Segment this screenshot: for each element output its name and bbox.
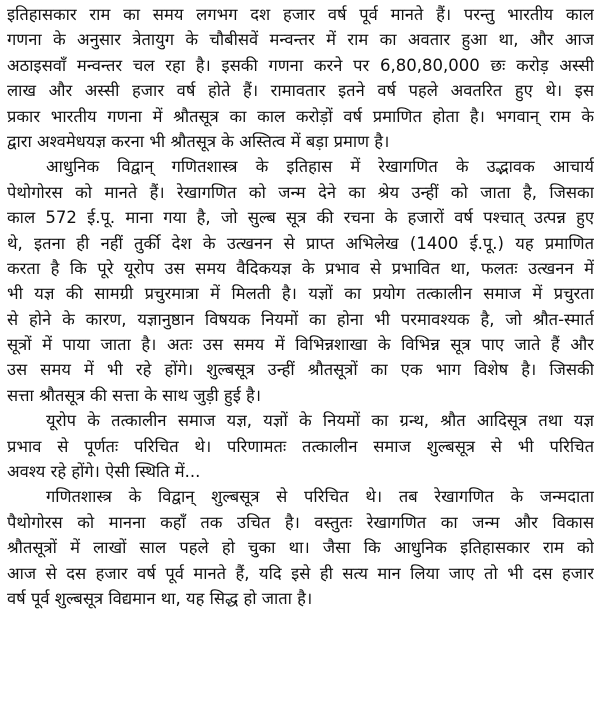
- text-line: पैथोगोरस को मानना कहाँ तक उचित है। वस्तुतः रेखागणित का जन्म और विकास: [7, 512, 594, 532]
- text-line: आज से दस हजार वर्ष पूर्व मानते हैं, यदि इसे ही सत्य मान लिया जाए तो भी दस हजार: [7, 563, 594, 583]
- text-line: से होने के कारण, यज्ञानुष्ठान विषयक नियमों का होना भी परमावश्यक है, जो श्रौत-स्मार्त: [7, 309, 594, 329]
- text-line: सत्ता श्रौतसूत्र की सत्ता के साथ जुड़ी हुई है।: [7, 385, 262, 405]
- text-line: आधुनिक विद्वान् गणितशास्त्र के इतिहास में रेखागणित के उद्भावक आचार्य: [46, 157, 594, 177]
- text-line: काल 572 ई.पू. माना गया है, जो सुल्ब सूत्र की रचना के हजारों वर्ष पश्चात् उत्पन्न हुए: [7, 208, 594, 228]
- text-line: यूरोप के तत्कालीन समाज यज्ञ, यज्ञों के नियमों का ग्रन्थ, श्रौत आदिसूत्र तथा यज्ञ: [46, 411, 594, 431]
- paragraph-conclusion: [7, 484, 594, 611]
- text-line: उस समय में भी रहे होंगे। शुल्बसूत्र उन्हीं श्रौतसूत्रों का एक भाग विशेष है। जिसकी: [7, 360, 594, 380]
- text-line: वर्ष पूर्व शुल्बसूत्र विद्यमान था, यह सिद्ध हो जाता है।: [7, 588, 313, 608]
- text-line: गणितशास्त्र के विद्वान् शुल्बसूत्र से परिचित थे। तब रेखागणित के जन्मदाता: [46, 487, 594, 507]
- text-line: प्रकार भारतीय गणना में श्रौतसूत्र का काल करोड़ों वर्ष प्रमाणित होता है। भगवान् राम के: [7, 106, 594, 126]
- text-line: अठाइसवाँ मन्वन्तर चल रहा है। इसकी गणना करने पर 6,80,80,000 छः करोड़ अस्सी: [7, 55, 594, 75]
- text-line: अवश्य रहे होंगे। ऐसी स्थिति में...: [7, 462, 201, 482]
- text-line: इतिहासकार राम का समय लगभग दश हजार वर्ष पूर्व मानते हैं। परन्तु भारतीय काल: [7, 5, 594, 24]
- text-line: गणना के अनुसार त्रेतायुग के चौबीसवें मन्वन्तर में राम का अवतार हुआ था, और आज: [7, 30, 594, 50]
- text-line: सूत्रों में पाया जाता है। अतः उस समय में विभिन्नशाखा के विभिन्न सूत्र पाए जाते हैं और: [7, 335, 594, 355]
- text-line: द्वारा अश्वमेधयज्ञ करना भी श्रौतसूत्र के अस्तित्व में बड़ा प्रमाण है।: [7, 131, 390, 151]
- text-line: पेथोगोरस को मानते हैं। रेखागणित को जन्म देने का श्रेय उन्हीं को जाता है, जिसका: [7, 182, 594, 202]
- text-line: लाख और अस्सी हजार वर्ष होते हैं। रामावतार इतने वर्ष पहले अवतरित हुए थे। इस: [7, 81, 594, 101]
- paragraph-europe: [7, 408, 594, 484]
- text-line: प्रभाव से पूर्णतः परिचित थे। परिणामतः तत्कालीन समाज शुल्बसूत्र से भी परिचित: [7, 436, 594, 456]
- paragraph-rama-era: [7, 2, 594, 154]
- paragraph-pythagoras: [7, 154, 594, 408]
- text-line: भी यज्ञ की सामग्री प्रचुरमात्रा में मिलती है। यज्ञों का प्रयोग तत्कालीन समाज में प्रचुरता: [7, 284, 594, 304]
- text-line: करता है कि पूरे यूरोप उस समय वैदिकयज्ञ के प्रभाव से प्रभावित था, फलतः उत्खनन में: [7, 258, 594, 278]
- text-line: श्रौतसूत्रों में लाखों साल पहले हो चुका था। जैसा कि आधुनिक इतिहासकार राम को: [7, 538, 594, 558]
- text-line: थे, इतना ही नहीं तुर्की देश के उत्खनन से प्राप्त अभिलेख (1400 ई.पू.) यह प्रमाणित: [7, 233, 594, 253]
